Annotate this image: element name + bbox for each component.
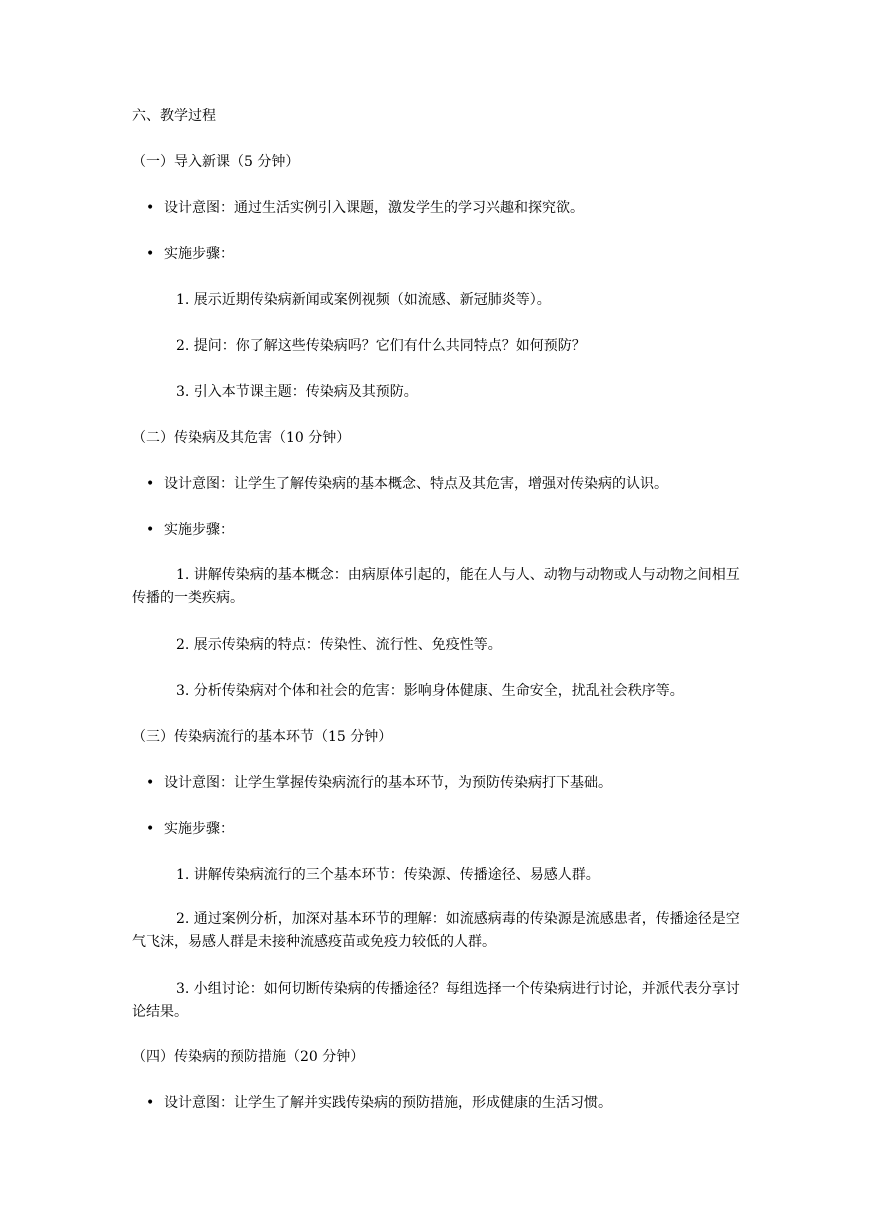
step-item: 1. 展示近期传染病新闻或案例视频（如流感、新冠肺炎等）。	[176, 292, 551, 308]
steps-label: 实施步骤：	[164, 246, 234, 262]
step-item: 1. 讲解传染病流行的三个基本环节：传染源、传播途径、易感人群。	[176, 867, 600, 883]
page-heading: 六、教学过程	[132, 108, 216, 124]
bullet-icon: •	[146, 775, 155, 791]
section-title: （四）传染病的预防措施（20 分钟）	[132, 1049, 365, 1065]
steps-label: 实施步骤：	[164, 821, 234, 837]
design-intent: 设计意图：让学生了解并实践传染病的预防措施，形成健康的生活习惯。	[164, 1095, 612, 1111]
step-item: 2. 展示传染病的特点：传染性、流行性、免疫性等。	[176, 637, 502, 653]
design-intent: 设计意图：让学生掌握传染病流行的基本环节，为预防传染病打下基础。	[164, 775, 612, 791]
section-title: （二）传染病及其危害（10 分钟）	[132, 430, 351, 446]
bullet-icon: •	[146, 1095, 155, 1111]
bullet-icon: •	[146, 476, 155, 492]
bullet-icon: •	[146, 200, 155, 216]
step-item: 1. 讲解传染病的基本概念：由病原体引起的，能在人与人、动物与动物或人与动物之间相互传播的一类疾病。	[132, 567, 740, 606]
step-item: 2. 提问：你了解这些传染病吗？它们有什么共同特点？如何预防？	[176, 338, 586, 354]
design-intent: 设计意图：通过生活实例引入课题，激发学生的学习兴趣和探究欲。	[164, 200, 584, 216]
design-intent: 设计意图：让学生了解传染病的基本概念、特点及其危害，增强对传染病的认识。	[164, 476, 668, 492]
bullet-icon: •	[146, 246, 155, 262]
step-item: 3. 分析传染病对个体和社会的危害：影响身体健康、生命安全，扰乱社会秩序等。	[176, 683, 684, 699]
step-item: 3. 引入本节课主题：传染病及其预防。	[176, 384, 418, 400]
step-item: 3. 小组讨论：如何切断传染病的传播途径？每组选择一个传染病进行讨论，并派代表分享讨论结果。	[132, 981, 740, 1020]
section-title: （一）导入新课（5 分钟）	[132, 154, 300, 170]
section-title: （三）传染病流行的基本环节（15 分钟）	[132, 729, 393, 745]
bullet-icon: •	[146, 821, 155, 837]
step-item: 2. 通过案例分析，加深对基本环节的理解：如流感病毒的传染源是流感患者，传播途径是空气飞沫，易感人群是未接种流感疫苗或免疫力较低的人群。	[132, 911, 740, 950]
bullet-icon: •	[146, 522, 155, 538]
steps-label: 实施步骤：	[164, 522, 234, 538]
